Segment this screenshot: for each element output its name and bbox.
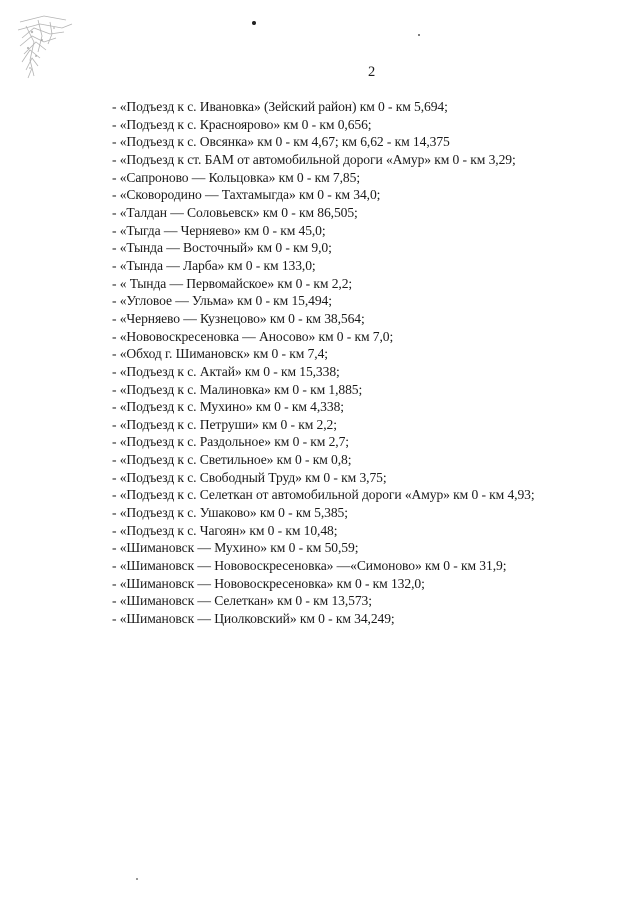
road-list-item: - «Шимановск — Нововоскресеновка» км 0 - км 132,0;: [112, 575, 425, 591]
road-list-item: - «Обход г. Шимановск» км 0 - км 7,4;: [112, 346, 328, 362]
road-list-item: - «Нововоскресеновка — Аносово» км 0 - км 7,0;: [112, 328, 394, 344]
scan-artifact: [14, 12, 76, 92]
road-list-item: - «Сковородино — Тахтамыгда» км 0 - км 34,0;: [112, 187, 381, 203]
road-list-item: - «Подъезд к с. Свободный Труд» км 0 - км 3,75;: [112, 469, 387, 485]
road-list-item: - «Подъезд к с. Чагоян» км 0 - км 10,48;: [112, 522, 338, 538]
road-list-item: - «Шимановск — Нововоскресеновка» —«Симоново» км 0 - км 31,9;: [112, 558, 507, 574]
road-list-item: - «Сапроново — Кольцовка» км 0 - км 7,85;: [112, 169, 361, 185]
road-list-item: - «Тында — Восточный» км 0 - км 9,0;: [112, 240, 332, 256]
road-list-item: - «Подъезд к с. Ушаково» км 0 - км 5,385;: [112, 505, 348, 521]
road-list-item: - «Угловое — Ульма» км 0 - км 15,494;: [112, 293, 332, 309]
road-list-item: - «Талдан — Соловьевск» км 0 - км 86,505;: [112, 204, 358, 220]
road-list-item: - «Подъезд к с. Петруши» км 0 - км 2,2;: [112, 416, 337, 432]
road-list-item: - «Подъезд к с. Светильное» км 0 - км 0,8;: [112, 452, 352, 468]
road-list-item: - « Тында — Первомайское» км 0 - км 2,2;: [112, 275, 353, 291]
road-list-item: - «Подъезд к с. Малиновка» км 0 - км 1,885;: [112, 381, 363, 397]
road-list-item: - «Черняево — Кузнецово» км 0 - км 38,564;: [112, 310, 365, 326]
scan-speck: [136, 878, 138, 880]
road-list-item: - «Подъезд к с. Ивановка» (Зейский район) км 0 - км 5,694;: [112, 99, 448, 114]
road-list-item: - «Шимановск — Циолковский» км 0 - км 34,249;: [112, 611, 395, 627]
scan-speck: [418, 34, 420, 36]
page-number: 2: [368, 64, 376, 80]
road-list-item: - «Подъезд к с. Селеткан от автомобильной дороги «Амур» км 0 - км 4,93;: [112, 487, 535, 503]
road-list-item: - «Шимановск — Селеткан» км 0 - км 13,573;: [112, 593, 372, 609]
road-list-item: - «Тыгда — Черняево» км 0 - км 45,0;: [112, 222, 326, 238]
road-list-item: - «Подъезд к ст. БАМ от автомобильной дороги «Амур» км 0 - км 3,29;: [112, 151, 516, 167]
road-list-item: - «Подъезд к с. Мухино» км 0 - км 4,338;: [112, 399, 344, 415]
road-list-item: - «Подъезд к с. Овсянка» км 0 - км 4,67; км 6,62 - км 14,375: [112, 134, 450, 150]
road-list-item: - «Подъезд к с. Актай» км 0 - км 15,338;: [112, 363, 340, 379]
road-list-item: - «Подъезд к с. Раздольное» км 0 - км 2,7;: [112, 434, 349, 450]
road-list-item: - «Подъезд к с. Красноярово» км 0 - км 0,656;: [112, 116, 372, 132]
road-list-item: - «Шимановск — Мухино» км 0 - км 50,59;: [112, 540, 359, 556]
road-list-item: - «Тында — Ларба» км 0 - км 133,0;: [112, 257, 316, 273]
scan-speck: [252, 21, 256, 25]
road-list: [112, 98, 632, 628]
